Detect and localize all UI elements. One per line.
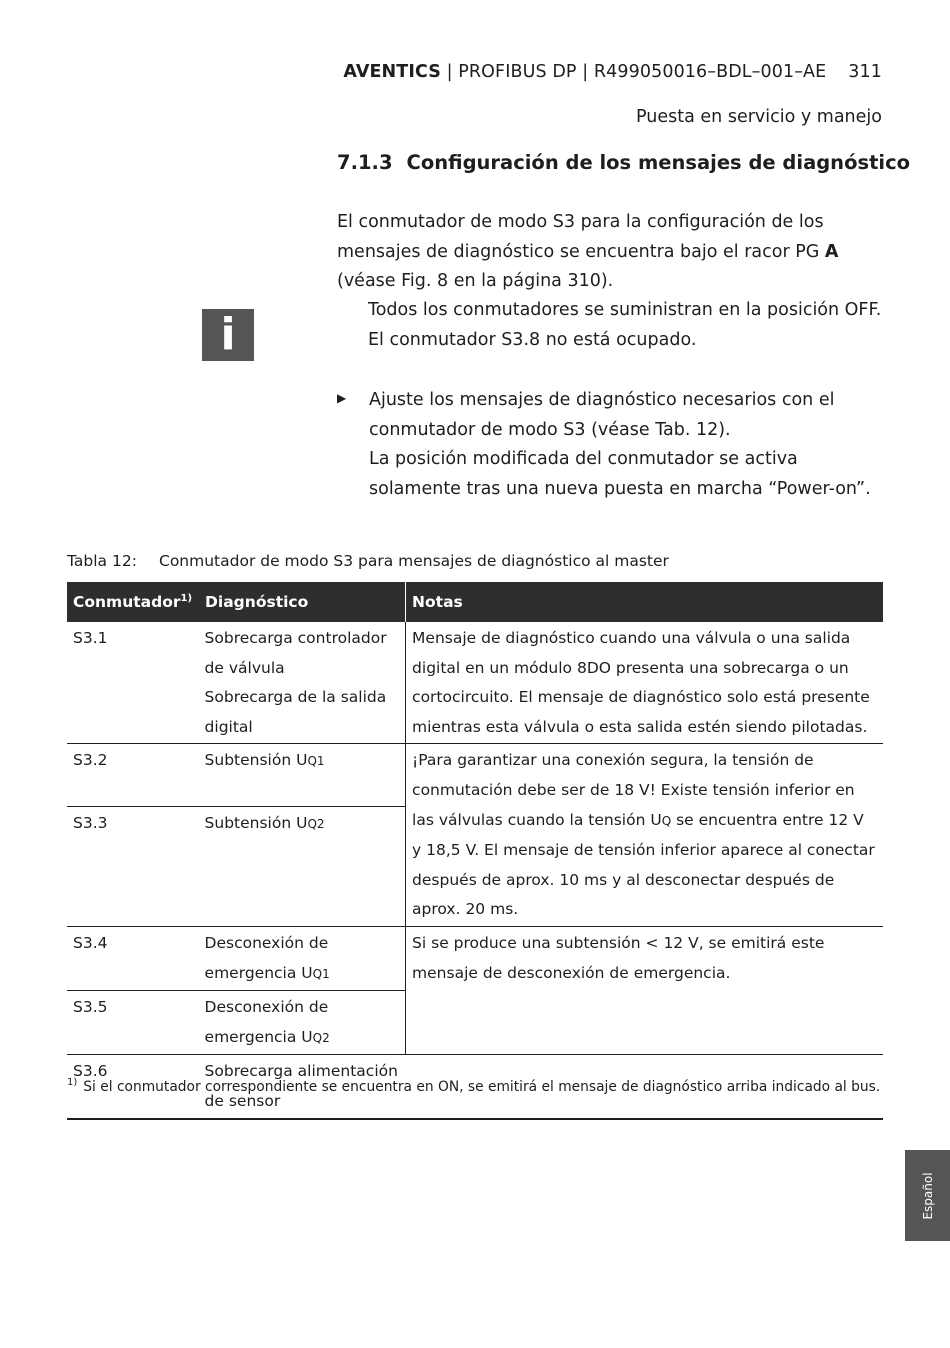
table-row: [67, 622, 883, 744]
info-line-1: Todos los conmutadores se suministran en la posición OFF.: [368, 300, 882, 320]
info-icon: i: [202, 309, 254, 361]
cell-diagnosis: Subtensión UQ2: [199, 806, 406, 926]
intro-text-2: (véase Fig. 8 en la página 310).: [337, 271, 614, 292]
cell-switch: S3.6: [67, 1055, 199, 1119]
table-footnote: [67, 1079, 880, 1095]
header-switch: Conmutador$^{1)}$: [67, 582, 199, 622]
info-line-2: El conmutador S3.8 no está ocupado.: [368, 329, 697, 350]
cell-diagnosis: Sobrecarga alimentación de sensor: [199, 1055, 406, 1119]
step-instruction: Ajuste los mensajes de diagnóstico necesarios con el conmutador de modo S3 (véase Tab. 12).: [369, 390, 835, 440]
intro-bold-label: A: [824, 241, 839, 262]
diagnostic-switch-table: [67, 582, 883, 1120]
cell-switch: S3.5: [67, 991, 199, 1055]
section-number: 7.1.3: [337, 151, 393, 174]
table-caption-text: Conmutador de modo S3 para mensajes de diagnóstico al master: [159, 552, 669, 570]
language-side-tab: [905, 1150, 950, 1241]
table-caption-label: Tabla 12:: [67, 552, 137, 570]
table-header-row: [67, 582, 883, 622]
table-row: [67, 926, 883, 990]
brand-name: AVENTICS: [343, 62, 441, 82]
cell-switch: S3.4: [67, 926, 199, 990]
info-note: [368, 296, 888, 355]
footnote-text: Si el conmutador correspondiente se encuentra en ON, se emitirá el mensaje de diagnóstico arriba indicado al bus.: [83, 1079, 881, 1095]
chapter-title: Puesta en servicio y manejo: [636, 107, 882, 127]
table-row: [67, 744, 883, 807]
table-caption: [67, 552, 669, 570]
intro-text-1: El conmutador de modo S3 para la configuración de los mensajes de diagnóstico se encuentra bajo el racor PG: [337, 212, 825, 262]
footnote-ref: 1): [180, 592, 193, 604]
language-label: Español: [920, 1171, 935, 1220]
cell-notes: Si se produce una subtensión < 12 V, se emitirá este mensaje de desconexión de emergencia.: [406, 926, 883, 1054]
cell-notes: ¡Para garantizar una conexión segura, la tensión de conmutación debe ser de 18 V! Existe tensión inferior en las válvulas cuando la tensión UQ se encuentra entre 12 V y 18,5 V. El mensaje de tensión inferior aparece al conectar después de aprox. 10 ms y al desconectar después de aprox. 20 ms.: [406, 744, 883, 927]
cell-diagnosis: Sobrecarga controlador de válvula Sobrecarga de la salida digital: [204, 629, 387, 736]
document-id: | PROFIBUS DP | R499050016–BDL–001–AE: [440, 62, 827, 82]
header-notes: Notas: [406, 582, 883, 622]
step-arrow-icon: ▶: [337, 391, 347, 405]
section-heading: [337, 151, 910, 174]
running-header: [343, 62, 882, 82]
cell-diagnosis: Desconexión de emergencia UQ2: [199, 991, 406, 1055]
intro-paragraph: [337, 208, 892, 297]
cell-notes: Mensaje de diagnóstico cuando una válvula o una salida digital en un módulo 8DO presenta una sobrecarga o un cortocircuito. El mensaje de diagnóstico solo está presente mientras esta válvula o esta salida estén siendo pilotadas.: [406, 622, 883, 744]
step-result: La posición modificada del conmutador se activa solamente tras una nueva puesta en marcha “Power-on”.: [369, 449, 871, 499]
header-diagnosis: Diagnóstico: [199, 582, 406, 622]
cell-diagnosis: Desconexión de emergencia UQ1: [199, 926, 406, 990]
cell-switch: S3.2: [67, 744, 199, 807]
cell-switch: S3.1: [73, 629, 108, 647]
footnote-marker: 1): [67, 1077, 78, 1089]
page-number: 311: [848, 62, 882, 82]
instruction-step: [369, 386, 889, 504]
section-title-text: Configuración de los mensajes de diagnóstico: [406, 151, 911, 174]
cell-switch: S3.3: [67, 806, 199, 926]
cell-diagnosis: Subtensión UQ1: [199, 744, 406, 807]
